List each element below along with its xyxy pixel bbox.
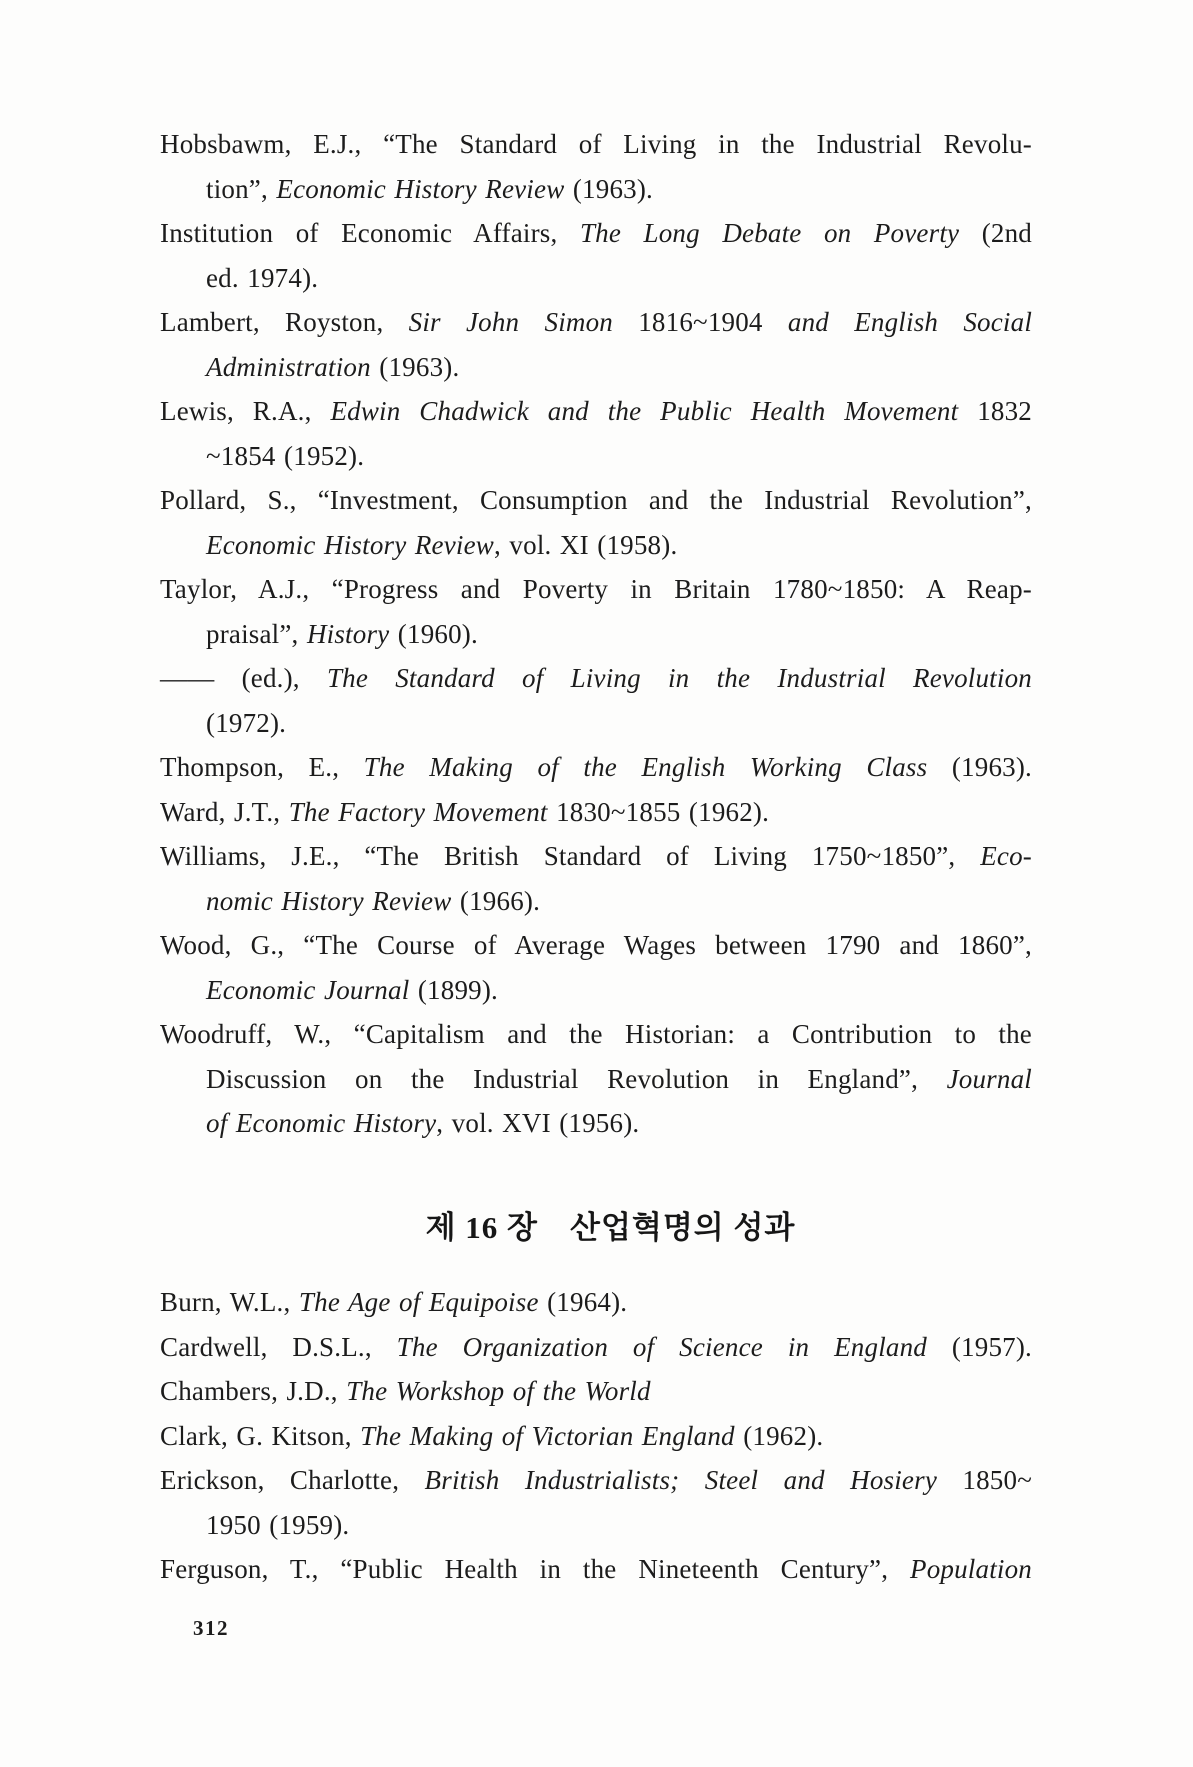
bibliography-line <box>160 834 1032 879</box>
bibliography-line <box>160 167 1032 212</box>
body-text: Williams, J.E., “The British Standard of Living 1750~1850”, <box>160 841 981 871</box>
body-text: Ferguson, T., “Public Health in the Nineteenth Century”, <box>160 1554 910 1584</box>
bibliography-line <box>160 523 1032 568</box>
body-text: Discussion on the Industrial Revolution in England”, <box>206 1063 947 1094</box>
title-italic-text: nomic History Review <box>206 885 452 916</box>
title-italic-text: The Organization of Science in England <box>396 1331 927 1362</box>
bibliography-line <box>160 1325 1032 1370</box>
bibliography-line <box>160 1414 1032 1459</box>
body-text: Pollard, S., “Investment, Consumption and the Industrial Revolution”, <box>160 485 1032 515</box>
body-text: ~1854 (1952). <box>206 440 365 471</box>
body-text: (1972). <box>206 707 287 738</box>
body-text: (1966). <box>451 885 541 916</box>
bibliography-line <box>160 434 1032 479</box>
bibliography-line <box>160 701 1032 746</box>
body-text: Erickson, Charlotte, <box>160 1465 425 1495</box>
bibliography-line <box>160 478 1032 523</box>
body-text: (1963). <box>927 752 1032 782</box>
bibliography-line <box>160 122 1032 167</box>
title-italic-text: Economic History Review <box>276 173 565 204</box>
body-text: Wood, G., “The Course of Average Wages between 1790 and 1860”, <box>160 930 1032 960</box>
bibliography-line <box>160 1280 1032 1325</box>
bibliography-line <box>160 1012 1032 1057</box>
title-italic-text: Population <box>910 1554 1032 1584</box>
title-italic-text: The Factory Movement <box>288 796 548 827</box>
body-text: (1899). <box>409 974 498 1005</box>
title-italic-text: The Workshop of the World <box>346 1376 651 1406</box>
body-text: —— (ed.), <box>160 663 327 693</box>
bibliography-line <box>160 968 1032 1013</box>
body-text: , vol. XI (1958). <box>494 529 678 560</box>
title-italic-text: Economic Journal <box>206 974 410 1005</box>
body-text: Burn, W.L., <box>160 1287 299 1317</box>
bibliography-line <box>160 612 1032 657</box>
bibliography-line <box>160 879 1032 924</box>
title-italic-text: Eco- <box>980 841 1032 871</box>
bibliography-section-1 <box>160 122 1032 1146</box>
bibliography-line <box>160 1101 1032 1146</box>
bibliography-line <box>160 1458 1032 1503</box>
body-text: (1964). <box>538 1287 628 1317</box>
title-italic-text: British Industrialists; Steel and Hosiery <box>424 1465 937 1495</box>
bibliography-section-2 <box>160 1280 1032 1592</box>
page-number: 312 <box>193 1616 229 1640</box>
body-text: Chambers, J.D., <box>160 1376 347 1406</box>
title-italic-text: Journal <box>946 1063 1032 1094</box>
bibliography-line <box>160 1057 1032 1102</box>
body-text: (1960). <box>389 618 478 649</box>
bibliography-line <box>160 211 1032 256</box>
body-text: Institution of Economic Affairs, <box>160 218 580 248</box>
title-italic-text: The Making of the English Working Class <box>363 752 928 782</box>
title-italic-text: The Age of Equipoise <box>298 1287 539 1317</box>
body-text: Lewis, R.A., <box>160 396 331 426</box>
body-text: (1963). <box>564 173 653 204</box>
body-text: Hobsbawm, E.J., “The Standard of Living in the Industrial Revolu- <box>160 129 1032 159</box>
body-text: praisal”, <box>206 618 307 649</box>
body-text: 1850~ <box>937 1465 1032 1495</box>
bibliography-line <box>160 1547 1032 1592</box>
body-text: (1957). <box>927 1331 1032 1362</box>
title-italic-text: of Economic History <box>206 1108 437 1138</box>
bibliography-line <box>160 567 1032 612</box>
body-text: Cardwell, D.S.L., <box>160 1331 397 1362</box>
title-italic-text: The Standard of Living in the Industrial Revolution <box>326 663 1032 693</box>
chapter-heading: 제 16 장 산업혁명의 성과 <box>425 1210 796 1245</box>
body-text: 1830~1855 (1962). <box>547 796 770 827</box>
body-text: 1816~1904 <box>613 307 788 337</box>
body-text: (1962). <box>734 1420 824 1451</box>
bibliography-line <box>160 745 1032 790</box>
body-text: Ward, J.T., <box>160 796 289 827</box>
bibliography-line <box>160 656 1032 701</box>
body-text: (2nd <box>959 218 1032 248</box>
title-italic-text: Edwin Chadwick and the Public Health Movement <box>330 396 959 426</box>
body-text: Clark, G. Kitson, <box>160 1420 361 1451</box>
body-text: (1963). <box>370 351 460 382</box>
title-italic-text: History <box>306 618 390 649</box>
body-text: , vol. XVI (1956). <box>436 1108 640 1138</box>
body-text: tion”, <box>206 173 277 204</box>
body-text: ed. 1974). <box>206 262 319 293</box>
body-text: Thompson, E., <box>160 752 364 782</box>
body-text: Lambert, Royston, <box>160 307 409 337</box>
body-text: Woodruff, W., “Capitalism and the Historian: a Contribution to the <box>160 1019 1032 1049</box>
bibliography-line <box>160 1503 1032 1548</box>
bibliography-line <box>160 256 1032 301</box>
bibliography-line <box>160 1369 1032 1414</box>
title-italic-text: and English Social <box>787 307 1033 337</box>
bibliography-line <box>160 345 1032 390</box>
body-text: Taylor, A.J., “Progress and Poverty in Britain 1780~1850: A Reap- <box>160 574 1032 604</box>
bibliography-line <box>160 923 1032 968</box>
bibliography-line <box>160 389 1032 434</box>
bibliography-line <box>160 300 1032 345</box>
title-italic-text: Economic History Review <box>206 529 495 560</box>
title-italic-text: The Making of Victorian England <box>360 1420 735 1451</box>
bibliography-line <box>160 790 1032 835</box>
body-text: 1950 (1959). <box>206 1509 350 1540</box>
title-italic-text: Sir John Simon <box>408 307 613 337</box>
title-italic-text: The Long Debate on Poverty <box>579 218 960 248</box>
title-italic-text: Administration <box>206 351 371 382</box>
body-text: 1832 <box>958 396 1033 426</box>
